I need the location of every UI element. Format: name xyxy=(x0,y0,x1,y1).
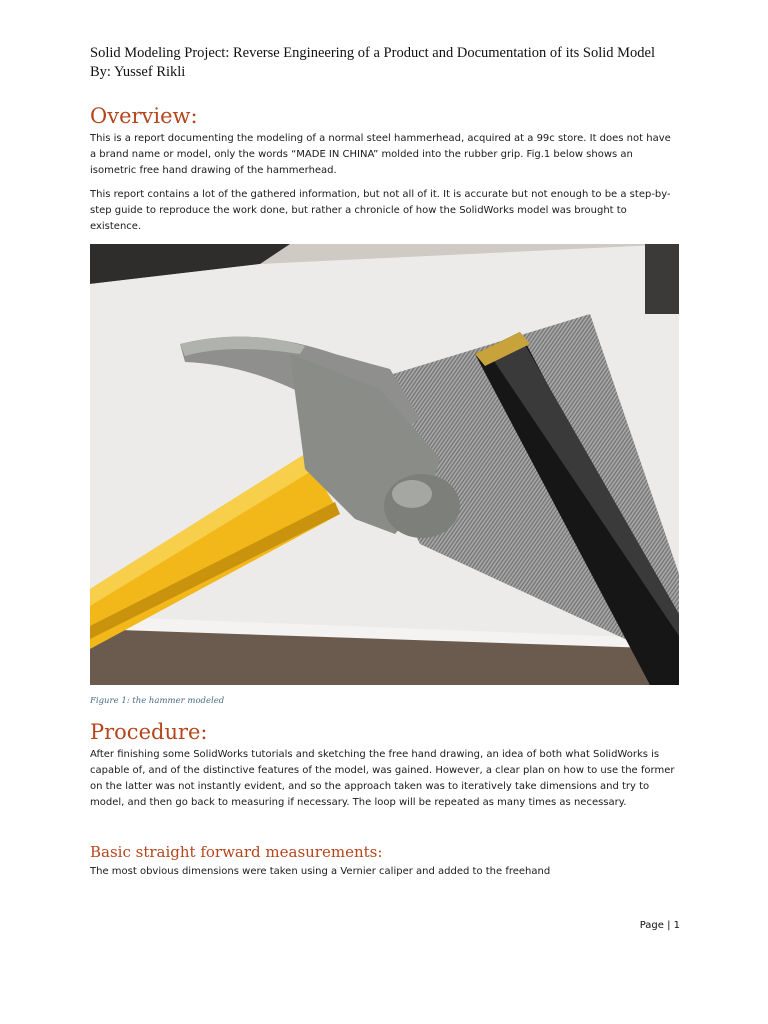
procedure-paragraph: After finishing some SolidWorks tutorials and sketching the free hand drawing, an idea of both what SolidWorks is capable of, and of the distinctive features of the model, was gained. However, a clear plan on how to use the former on the latter was not instantly evident, and so the approach taken was to iteratively take dimensions and try to model, and then go back to measuring if necessary. The loop will be repeated as many times as necessary. xyxy=(90,749,675,808)
page-header xyxy=(90,44,690,82)
hammer-face-highlight xyxy=(392,480,432,508)
basic-measurements-paragraph: The most obvious dimensions were taken using a Vernier caliper and added to the freehand xyxy=(90,866,551,877)
header-title: Solid Modeling Project: Reverse Engineering of a Product and Documentation of its Solid Model xyxy=(90,45,656,61)
procedure-heading: Procedure: xyxy=(90,720,208,744)
dark-object xyxy=(645,244,679,314)
overview-paragraph-1: This is a report documenting the modeling of a normal steel hammerhead, acquired at a 99c store. It does not have a brand name or model, only the words “MADE IN CHINA” molded into the rubber grip. Fig.1 below shows an isometric free hand drawing of the hammerhead. xyxy=(90,133,671,176)
figure-caption: Figure 1: the hammer modeled xyxy=(90,696,225,706)
basic-measurements-heading: Basic straight forward measurements: xyxy=(90,843,383,861)
overview-paragraph-2: This report contains a lot of the gathered information, but not all of it. It is accurate but not enough to be a step-by-step guide to reproduce the work done, but rather a chronicle of how the SolidWorks model was brought to existence. xyxy=(90,189,671,232)
header-author: By: Yussef Rikli xyxy=(90,64,186,80)
hammer-photo-illustration xyxy=(90,244,679,685)
page-number: Page | 1 xyxy=(639,920,680,931)
hammer-photo xyxy=(90,244,679,685)
overview-heading: Overview: xyxy=(90,104,198,128)
